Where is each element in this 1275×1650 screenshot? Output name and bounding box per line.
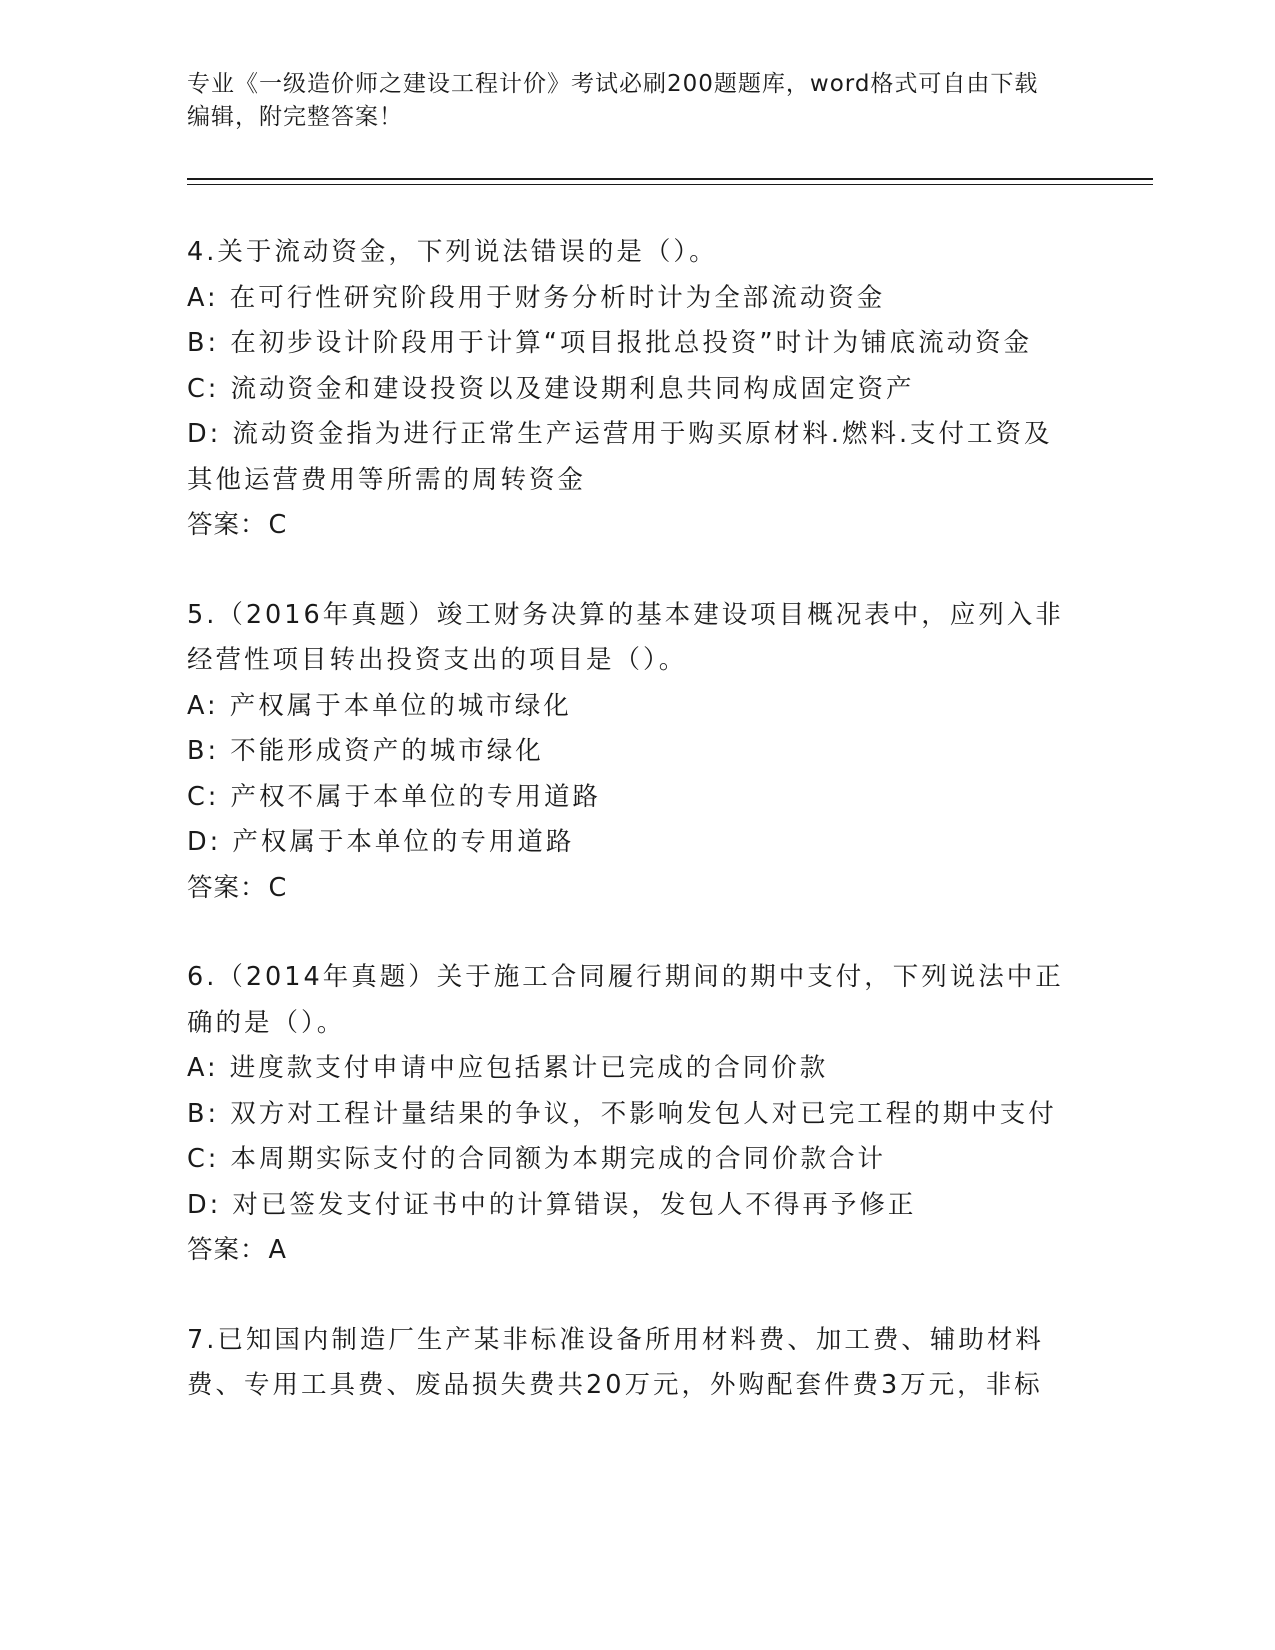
question-text: 4.关于流动资金，下列说法错误的是（）。 [187, 237, 718, 267]
option-d: D: 流动资金指为进行正常生产运营用于购买原材料.燃料.支付工资及其他运营费用等所需的周转资金 [187, 419, 1053, 495]
answer-value: C [268, 872, 288, 903]
question-7 [187, 1318, 1067, 1409]
option-c: C: 本周期实际支付的合同额为本期完成的合同价款合计 [187, 1144, 887, 1174]
answer-line [187, 866, 1067, 912]
questions-list [187, 230, 1067, 1453]
option-a: A: 产权属于本单位的城市绿化 [187, 690, 572, 721]
option-b: B: 双方对工程计量结果的争议，不影响发包人对已完工程的期中支付 [187, 1098, 1057, 1129]
option-c: C: 产权不属于本单位的专用道路 [187, 781, 602, 812]
option-a: A: 在可行性研究阶段用于财务分析时计为全部流动资金 [187, 282, 886, 313]
question-text: 5.（2016年真题）竣工财务决算的基本建设项目概况表中，应列入非经营性项目转出投资支出的项目是（）。 [187, 599, 1064, 675]
question-6 [187, 955, 1067, 1274]
option-b: B: 在初步设计阶段用于计算“项目报批总投资”时计为铺底流动资金 [187, 328, 1033, 358]
answer-value: A [268, 1235, 287, 1265]
option-c: C: 流动资金和建设投资以及建设期利息共同构成固定资产 [187, 373, 915, 404]
document-header [187, 68, 1067, 134]
question-5 [187, 593, 1067, 912]
header-divider-thick [187, 178, 1153, 180]
answer-line [187, 1228, 1067, 1274]
question-text: 6.（2014年真题）关于施工合同履行期间的期中支付，下列说法中正确的是（）。 [187, 962, 1064, 1038]
header-divider-thin [187, 184, 1153, 185]
answer-label: 答案： [187, 510, 267, 540]
option-a: A: 进度款支付申请中应包括累计已完成的合同价款 [187, 1053, 829, 1083]
option-d: D: 对已签发支付证书中的计算错误，发包人不得再予修正 [187, 1189, 917, 1220]
answer-label: 答案： [187, 872, 267, 903]
option-b: B: 不能形成资产的城市绿化 [187, 736, 544, 766]
option-d: D: 产权属于本单位的专用道路 [187, 827, 575, 857]
header-line-1: 专业《一级造价师之建设工程计价》考试必刷200题题库，word格式可自由下载 [187, 71, 1039, 97]
question-text: 7.已知国内制造厂生产某非标准设备所用材料费、加工费、辅助材料费、专用工具费、废品损失费共20万元，外购配套件费3万元，非标 [187, 1324, 1044, 1400]
answer-label: 答案： [187, 1235, 267, 1265]
answer-line [187, 503, 1067, 549]
header-line-2: 编辑，附完整答案！ [187, 104, 403, 130]
answer-value: C [268, 510, 288, 540]
question-4 [187, 230, 1067, 549]
